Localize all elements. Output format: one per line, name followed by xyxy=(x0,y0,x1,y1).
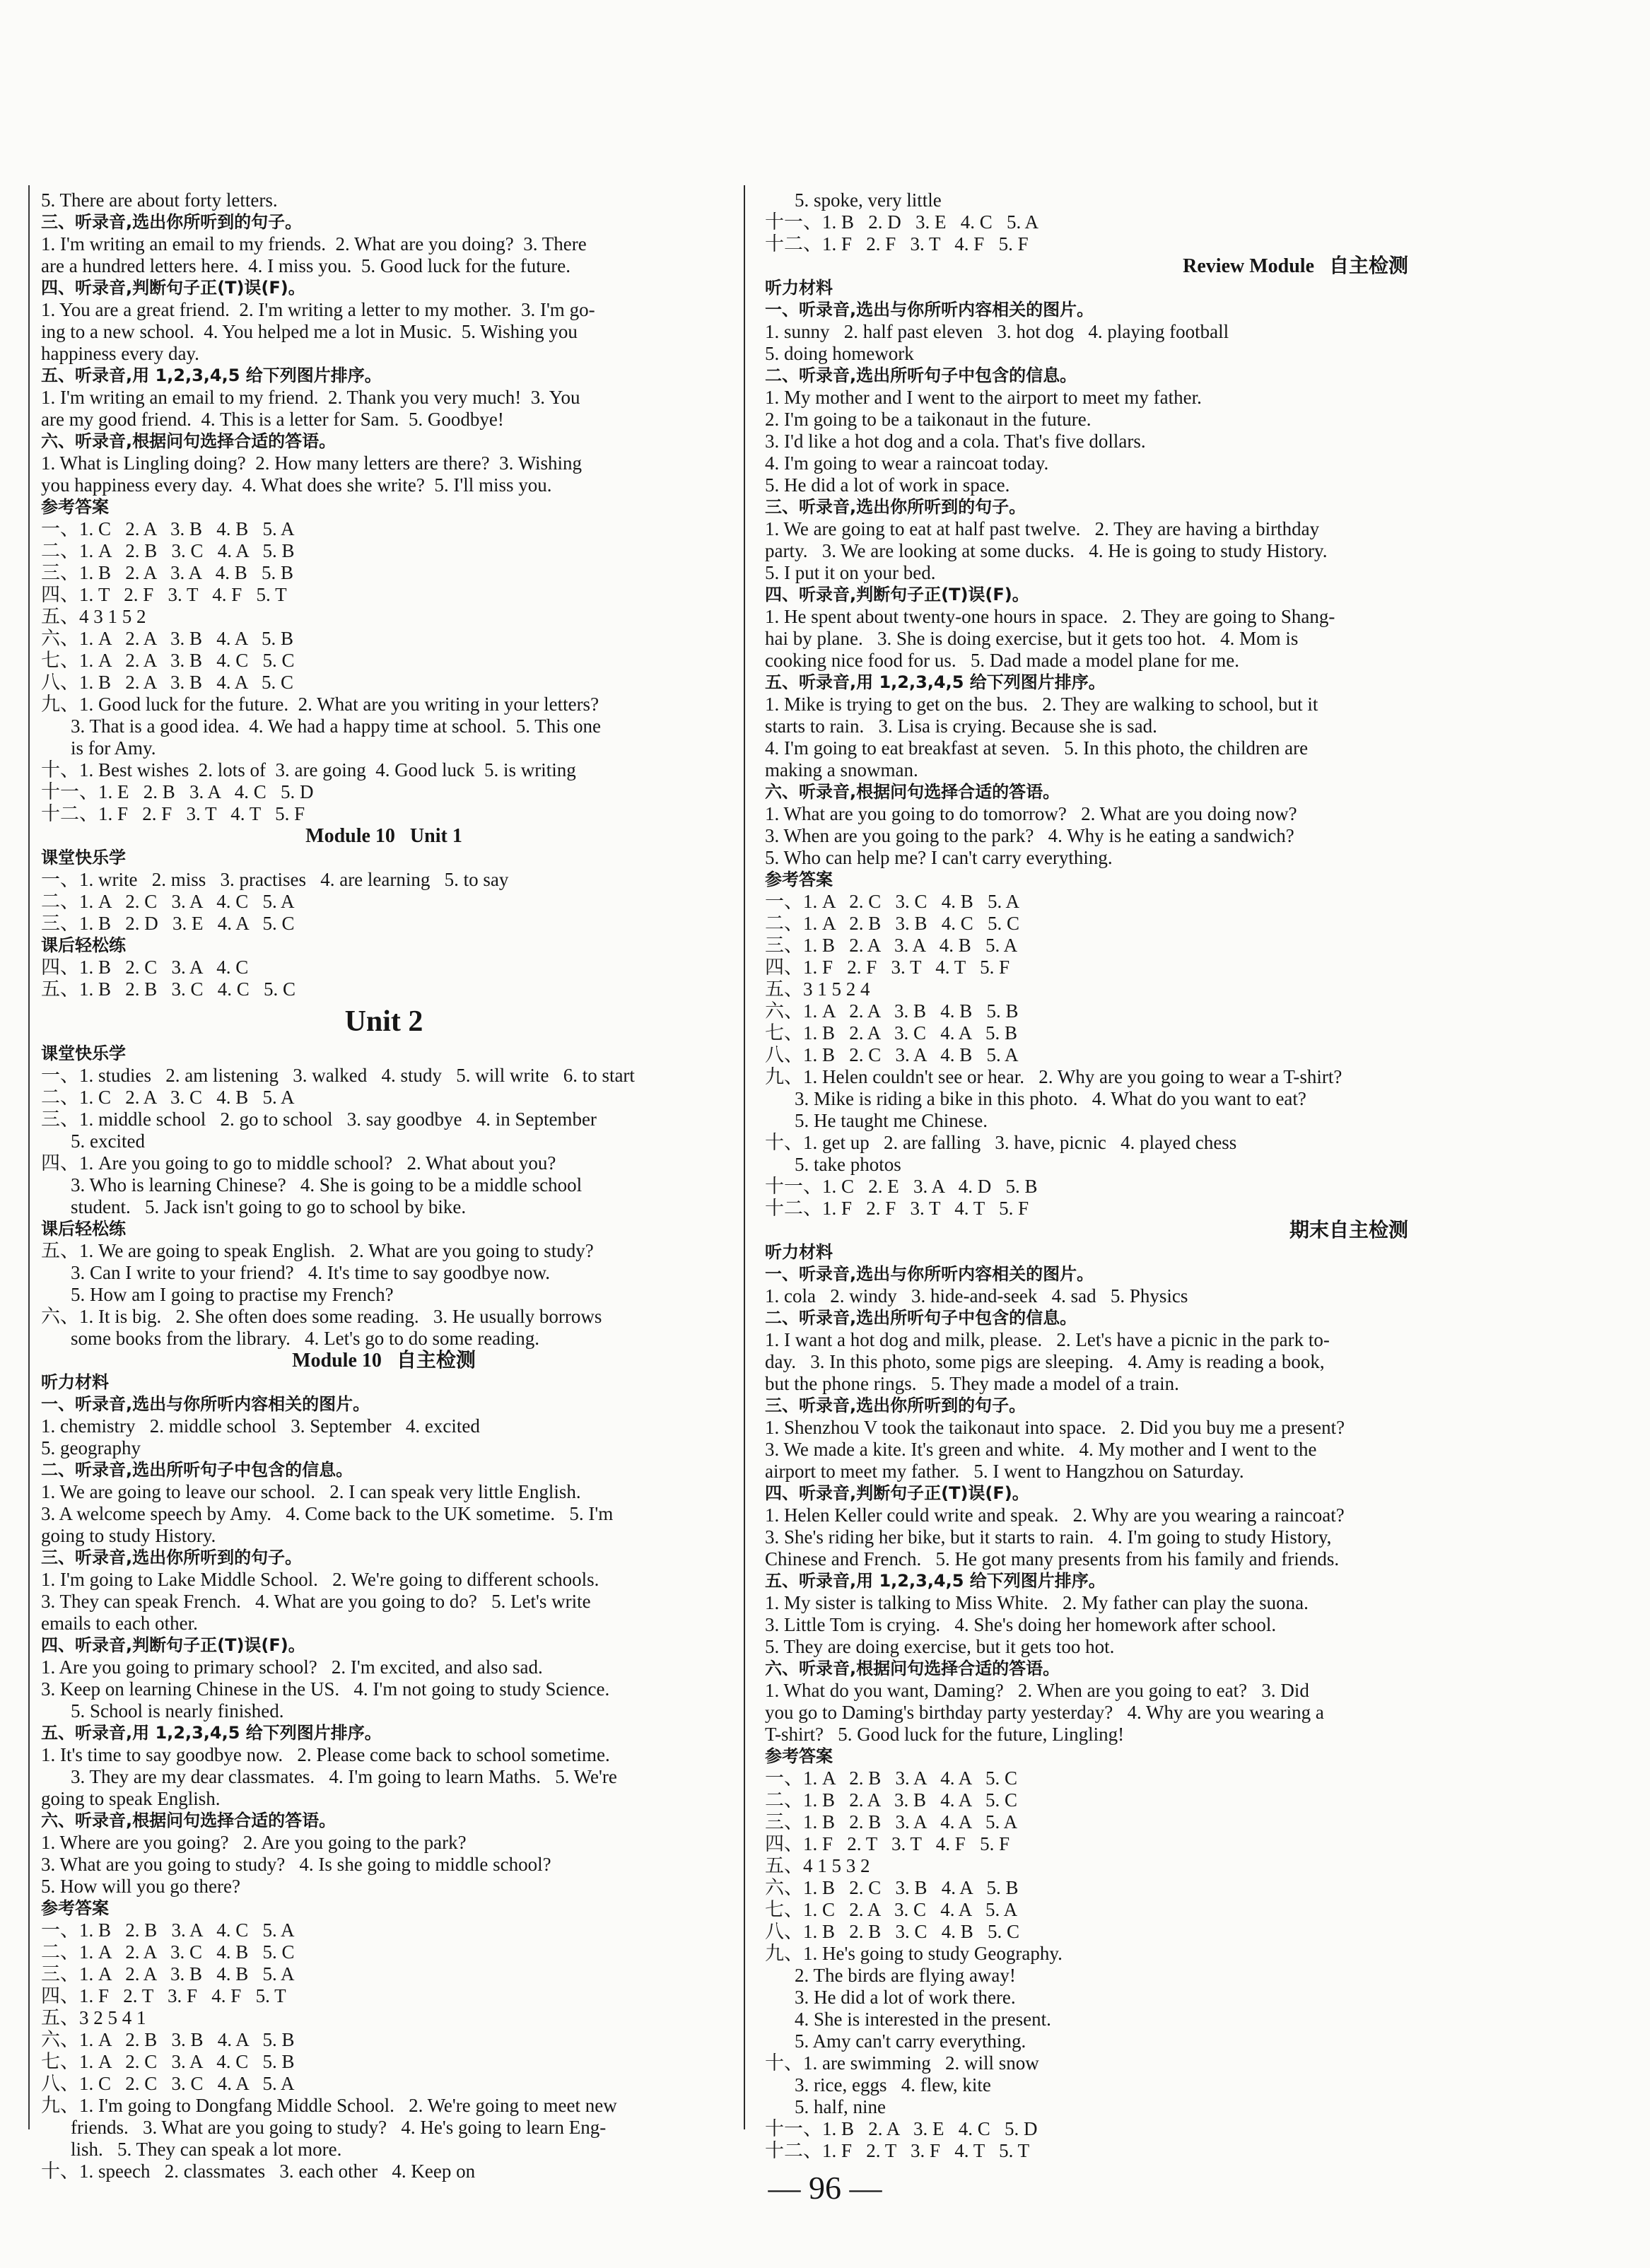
section-heading: 课后轻松练 xyxy=(41,1219,126,1239)
unit-title: Unit 2 xyxy=(344,1005,423,1038)
section-heading: 六、听录音,根据问句选择合适的答语。 xyxy=(765,782,1060,802)
text-line: 十、1. Best wishes 2. lots of 3. are going 4. Good luck 5. is writing xyxy=(41,759,576,781)
section-heading: 六、听录音,根据问句选择合适的答语。 xyxy=(41,1811,337,1830)
text-line: 四、1. Are you going to go to middle school? 2. What about you? xyxy=(41,1152,556,1174)
text-line: 十一、1. E 2. B 3. A 4. C 5. D xyxy=(41,781,314,802)
text-line: 二、1. A 2. C 3. A 4. C 5. A xyxy=(41,891,295,912)
answer-line: 5. He taught me Chinese. xyxy=(795,1110,988,1131)
text-line: 5. Who can help me? I can't carry everything. xyxy=(765,847,1113,868)
text-line: 1. He spent about twenty-one hours in space. 2. They are going to Shang- xyxy=(765,606,1335,627)
text-line: 十、1. speech 2. classmates 3. each other 4. Keep on xyxy=(41,2161,476,2182)
answer-line: 5. half, nine xyxy=(795,2096,886,2117)
text-line: 十二、1. F 2. F 3. T 4. T 5. F xyxy=(765,1198,1029,1219)
text-line: 三、1. middle school 2. go to school 3. say goodbye 4. in September xyxy=(41,1109,597,1130)
text-line: 七、1. A 2. C 3. A 4. C 5. B xyxy=(41,2051,295,2072)
text-line: 1. It's time to say goodbye now. 2. Please come back to school sometime. xyxy=(41,1744,610,1765)
answer-line: 5. excited xyxy=(71,1130,145,1152)
text-line: 九、1. I'm going to Dongfang Middle School. 2. We're going to meet new xyxy=(41,2095,617,2116)
text-line: 一、1. A 2. B 3. A 4. A 5. C xyxy=(765,1767,1018,1789)
text-line: 1. My mother and I went to the airport to meet my father. xyxy=(765,387,1202,408)
page-edge-rule xyxy=(28,185,30,2129)
text-line: 1. cola 2. windy 3. hide-and-seek 4. sad 5. Physics xyxy=(765,1285,1188,1307)
text-line: 五、4 1 5 3 2 xyxy=(765,1855,870,1876)
answer-line: is for Amy. xyxy=(71,737,156,759)
text-line: 1. I'm going to Lake Middle School. 2. We're going to different schools. xyxy=(41,1569,599,1590)
answer-line: 3. That is a good idea. 4. We had a happy time at school. 5. This one xyxy=(71,715,601,737)
answer-line: 4. She is interested in the present. xyxy=(795,2009,1051,2030)
answer-line: 5. Amy can't carry everything. xyxy=(795,2030,1026,2052)
section-heading: 三、听录音,选出你所听到的句子。 xyxy=(765,1396,1026,1415)
text-line: 十一、1. C 2. E 3. A 4. D 5. B xyxy=(765,1176,1038,1197)
section-heading: 四、听录音,判断句子正(T)误(F)。 xyxy=(765,585,1029,604)
text-line: hai by plane. 3. She is doing exercise, but it gets too hot. 4. Mom is xyxy=(765,628,1299,649)
text-line: 3. We made a kite. It's green and white. 4. My mother and I went to the xyxy=(765,1439,1317,1460)
section-heading: 三、听录音,选出你所听到的句子。 xyxy=(765,497,1026,517)
text-line: 二、1. A 2. A 3. C 4. B 5. C xyxy=(41,1941,295,1963)
section-heading: 五、听录音,用 1,2,3,4,5 给下列图片排序。 xyxy=(765,672,1106,692)
answer-line: student. 5. Jack isn't going to go to school by bike. xyxy=(71,1196,467,1217)
text-line: 七、1. C 2. A 3. C 4. A 5. A xyxy=(765,1899,1018,1920)
text-line: 5. doing homework xyxy=(765,343,914,364)
text-line: 3. I'd like a hot dog and a cola. That's five dollars. xyxy=(765,431,1146,452)
text-line: 九、1. Helen couldn't see or hear. 2. Why are you going to wear a T-shirt? xyxy=(765,1066,1342,1087)
text-line: 四、1. T 2. F 3. T 4. F 5. T xyxy=(41,584,287,605)
answer-line: lish. 5. They can speak a lot more. xyxy=(71,2139,342,2160)
answer-line: 3. Who is learning Chinese? 4. She is going to be a middle school xyxy=(71,1174,583,1196)
text-line: happiness every day. xyxy=(41,343,199,364)
text-line: 六、1. A 2. B 3. B 4. A 5. B xyxy=(41,2029,295,2050)
answer-line: 5. spoke, very little xyxy=(795,189,942,211)
section-heading: 二、听录音,选出所听句子中包含的信息。 xyxy=(765,366,1077,385)
section-heading: 课后轻松练 xyxy=(41,935,126,955)
text-line: airport to meet my father. 5. I went to Hangzhou on Saturday. xyxy=(765,1461,1244,1482)
text-line: going to speak English. xyxy=(41,1788,221,1809)
section-heading: 一、听录音,选出与你所听内容相关的图片。 xyxy=(765,1264,1094,1284)
text-line: 2. I'm going to be a taikonaut in the future. xyxy=(765,409,1092,430)
section-heading: 二、听录音,选出所听句子中包含的信息。 xyxy=(765,1308,1077,1328)
text-line: 二、1. A 2. B 3. C 4. A 5. B xyxy=(41,540,295,561)
text-line: 三、1. B 2. B 3. A 4. A 5. A xyxy=(765,1811,1018,1832)
text-line: 五、4 3 1 5 2 xyxy=(41,606,146,627)
text-line: 八、1. C 2. C 3. C 4. A 5. A xyxy=(41,2073,295,2094)
text-line: 四、1. F 2. F 3. T 4. T 5. F xyxy=(765,957,1010,978)
text-line: 六、1. B 2. C 3. B 4. A 5. B xyxy=(765,1877,1019,1898)
text-line: 二、1. B 2. A 3. B 4. A 5. C xyxy=(765,1789,1018,1811)
section-heading: 六、听录音,根据问句选择合适的答语。 xyxy=(765,1659,1060,1678)
answer-line: 5. How am I going to practise my French? xyxy=(71,1284,394,1305)
right-column xyxy=(765,189,1451,2162)
text-line: 1. I'm writing an email to my friends. 2. What are you doing? 3. There xyxy=(41,233,587,255)
text-line: 5. He did a lot of work in space. xyxy=(765,474,1010,496)
text-line: 5. There are about forty letters. xyxy=(41,189,278,211)
section-heading: 五、听录音,用 1,2,3,4,5 给下列图片排序。 xyxy=(41,1723,382,1743)
text-line: 3. Keep on learning Chinese in the US. 4. I'm not going to study Science. xyxy=(41,1678,610,1700)
text-line: 1. We are going to eat at half past twelve. 2. They are having a birthday xyxy=(765,518,1320,539)
text-line: party. 3. We are looking at some ducks. 4. He is going to study History. xyxy=(765,540,1328,561)
text-line: are a hundred letters here. 4. I miss you. 5. Good luck for the future. xyxy=(41,255,571,276)
text-line: 4. I'm going to eat breakfast at seven. 5. In this photo, the children are xyxy=(765,737,1309,759)
text-line: 5. geography xyxy=(41,1437,141,1459)
text-line: 六、1. A 2. A 3. B 4. A 5. B xyxy=(41,628,294,649)
text-line: 四、1. F 2. T 3. T 4. F 5. F xyxy=(765,1833,1010,1854)
text-line: 十、1. are swimming 2. will snow xyxy=(765,2052,1039,2074)
text-line: but the phone rings. 5. They made a model of a train. xyxy=(765,1373,1179,1394)
text-line: 五、1. We are going to speak English. 2. What are you going to study? xyxy=(41,1240,594,1261)
text-line: 三、1. A 2. A 3. B 4. B 5. A xyxy=(41,1963,295,1984)
section-heading: 一、听录音,选出与你所听内容相关的图片。 xyxy=(41,1394,370,1414)
module-title: Module 10 Unit 1 xyxy=(305,825,462,847)
text-line: 1. Where are you going? 2. Are you going to the park? xyxy=(41,1832,467,1853)
answer-line: some books from the library. 4. Let's go to do some reading. xyxy=(71,1328,539,1349)
text-line: 3. She's riding her bike, but it starts to rain. 4. I'm going to study History, xyxy=(765,1526,1332,1548)
section-heading: 四、听录音,判断句子正(T)误(F)。 xyxy=(765,1483,1029,1503)
text-line: 九、1. Good luck for the future. 2. What are you writing in your letters? xyxy=(41,694,599,715)
text-line: 1. I'm writing an email to my friend. 2. Thank you very much! 3. You xyxy=(41,387,580,408)
text-line: 1. What do you want, Daming? 2. When are you going to eat? 3. Did xyxy=(765,1680,1309,1701)
text-line: 4. I'm going to wear a raincoat today. xyxy=(765,452,1049,474)
text-line: 5. How will you go there? xyxy=(41,1876,240,1897)
left-column xyxy=(41,189,727,2182)
text-line: 5. I put it on your bed. xyxy=(765,562,936,583)
text-line: you go to Daming's birthday party yesterday? 4. Why are you wearing a xyxy=(765,1702,1324,1723)
text-line: 一、1. A 2. C 3. C 4. B 5. A xyxy=(765,891,1020,912)
section-heading: 四、听录音,判断句子正(T)误(F)。 xyxy=(41,1635,305,1655)
module-title: Module 10 自主检测 xyxy=(292,1350,476,1372)
answer-line: 3. He did a lot of work there. xyxy=(795,1987,1016,2008)
answer-line: 3. Mike is riding a bike in this photo. 4. What do you want to eat? xyxy=(795,1088,1306,1109)
text-line: cooking nice food for us. 5. Dad made a model plane for me. xyxy=(765,650,1240,671)
text-line: 1. Shenzhou V took the taikonaut into space. 2. Did you buy me a present? xyxy=(765,1417,1345,1438)
text-line: 十一、1. B 2. D 3. E 4. C 5. A xyxy=(765,211,1039,233)
text-line: 1. chemistry 2. middle school 3. September 4. excited xyxy=(41,1415,480,1437)
section-heading: 三、听录音,选出你所听到的句子。 xyxy=(41,1548,303,1567)
text-line: 六、1. It is big. 2. She often does some reading. 3. He usually borrows xyxy=(41,1306,602,1327)
answer-line: 3. They are my dear classmates. 4. I'm going to learn Maths. 5. We're xyxy=(71,1766,617,1787)
answer-line: 5. School is nearly finished. xyxy=(71,1700,284,1722)
section-heading: 参考答案 xyxy=(765,1746,833,1766)
text-line: 1. Are you going to primary school? 2. I'm excited, and also sad. xyxy=(41,1656,543,1678)
text-line: 1. I want a hot dog and milk, please. 2. Let's have a picnic in the park to- xyxy=(765,1329,1330,1350)
text-line: 一、1. C 2. A 3. B 4. B 5. A xyxy=(41,518,295,539)
text-line: 九、1. He's going to study Geography. xyxy=(765,1943,1063,1964)
text-line: emails to each other. xyxy=(41,1613,198,1634)
text-line: 五、1. B 2. B 3. C 4. C 5. C xyxy=(41,978,296,1000)
text-line: 八、1. B 2. B 3. C 4. B 5. C xyxy=(765,1921,1020,1942)
text-line: 五、3 1 5 2 4 xyxy=(765,978,870,1000)
section-heading: 四、听录音,判断句子正(T)误(F)。 xyxy=(41,278,305,298)
text-line: 3. A welcome speech by Amy. 4. Come back to the UK sometime. 5. I'm xyxy=(41,1503,614,1524)
answer-line: 5. take photos xyxy=(795,1154,901,1175)
text-line: 六、1. A 2. A 3. B 4. B 5. B xyxy=(765,1000,1019,1022)
text-line: T-shirt? 5. Good luck for the future, Lingling! xyxy=(765,1724,1125,1745)
text-line: 1. Helen Keller could write and speak. 2. Why are you wearing a raincoat? xyxy=(765,1504,1345,1526)
section-heading: 五、听录音,用 1,2,3,4,5 给下列图片排序。 xyxy=(41,366,382,385)
text-line: 一、1. write 2. miss 3. practises 4. are learning 5. to say xyxy=(41,869,509,890)
text-line: 十一、1. B 2. A 3. E 4. C 5. D xyxy=(765,2118,1038,2139)
answer-line: friends. 3. What are you going to study? 4. He's going to learn Eng- xyxy=(71,2117,607,2138)
text-line: ing to a new school. 4. You helped me a lot in Music. 5. Wishing you xyxy=(41,321,578,342)
text-line: 一、1. studies 2. am listening 3. walked 4. study 5. will write 6. to start xyxy=(41,1065,635,1086)
text-line: 一、1. B 2. B 3. A 4. C 5. A xyxy=(41,1919,295,1941)
text-line: making a snowman. xyxy=(765,759,918,781)
text-line: 十二、1. F 2. F 3. T 4. F 5. F xyxy=(765,233,1029,255)
text-line: 十二、1. F 2. T 3. F 4. T 5. T xyxy=(765,2140,1030,2161)
text-line: 四、1. F 2. T 3. F 4. F 5. T xyxy=(41,1985,286,2006)
text-line: 3. What are you going to study? 4. Is she going to middle school? xyxy=(41,1854,551,1875)
section-heading: 三、听录音,选出你所听到的句子。 xyxy=(41,212,303,232)
section-heading: 一、听录音,选出与你所听内容相关的图片。 xyxy=(765,300,1094,320)
text-line: 二、1. C 2. A 3. C 4. B 5. A xyxy=(41,1087,295,1108)
column-divider xyxy=(744,185,745,2129)
section-heading: 课堂快乐学 xyxy=(41,1044,126,1063)
text-line: 二、1. A 2. B 3. B 4. C 5. C xyxy=(765,913,1020,934)
text-line: 三、1. B 2. A 3. A 4. B 5. B xyxy=(41,562,294,583)
text-line: day. 3. In this photo, some pigs are sleeping. 4. Amy is reading a book, xyxy=(765,1351,1325,1372)
text-line: 3. Little Tom is crying. 4. She's doing her homework after school. xyxy=(765,1614,1277,1635)
text-line: 1. You are a great friend. 2. I'm writing a letter to my mother. 3. I'm go- xyxy=(41,299,595,320)
text-line: 七、1. B 2. A 3. C 4. A 5. B xyxy=(765,1022,1018,1044)
module-title: Review Module 自主检测 xyxy=(1183,255,1408,277)
text-line: 八、1. B 2. A 3. B 4. A 5. C xyxy=(41,672,294,693)
answer-line: 3. rice, eggs 4. flew, kite xyxy=(795,2074,991,2095)
section-heading: 二、听录音,选出所听句子中包含的信息。 xyxy=(41,1460,353,1480)
text-line: starts to rain. 3. Lisa is crying. Because she is sad. xyxy=(765,715,1157,737)
section-heading: 参考答案 xyxy=(765,870,833,889)
text-line: 1. What is Lingling doing? 2. How many letters are there? 3. Wishing xyxy=(41,452,583,474)
section-heading: 听力材料 xyxy=(765,278,833,298)
answer-line: 3. Can I write to your friend? 4. It's time to say goodbye now. xyxy=(71,1262,550,1283)
text-line: 三、1. B 2. D 3. E 4. A 5. C xyxy=(41,913,295,934)
text-line: 1. Mike is trying to get on the bus. 2. They are walking to school, but it xyxy=(765,694,1318,715)
text-line: 3. They can speak French. 4. What are you going to do? 5. Let's write xyxy=(41,1591,591,1612)
answer-line: 2. The birds are flying away! xyxy=(795,1965,1016,1986)
text-line: 四、1. B 2. C 3. A 4. C xyxy=(41,957,249,978)
text-line: 三、1. B 2. A 3. A 4. B 5. A xyxy=(765,935,1018,956)
text-line: 七、1. A 2. A 3. B 4. C 5. C xyxy=(41,650,295,671)
section-heading: 听力材料 xyxy=(41,1372,109,1392)
section-heading: 六、听录音,根据问句选择合适的答语。 xyxy=(41,431,337,451)
text-line: 1. What are you going to do tomorrow? 2. What are you doing now? xyxy=(765,803,1297,824)
section-heading: 五、听录音,用 1,2,3,4,5 给下列图片排序。 xyxy=(765,1571,1106,1591)
text-line: 3. When are you going to the park? 4. Why is he eating a sandwich? xyxy=(765,825,1294,846)
text-line: Chinese and French. 5. He got many presents from his family and friends. xyxy=(765,1548,1340,1570)
module-title: 期末自主检测 xyxy=(1289,1220,1408,1241)
text-line: 1. My sister is talking to Miss White. 2. My father can play the suona. xyxy=(765,1592,1309,1613)
text-line: 五、3 2 5 4 1 xyxy=(41,2007,146,2028)
text-line: 1. sunny 2. half past eleven 3. hot dog 4. playing football xyxy=(765,321,1229,342)
text-line: 1. We are going to leave our school. 2. I can speak very little English. xyxy=(41,1481,581,1502)
text-line: are my good friend. 4. This is a letter for Sam. 5. Goodbye! xyxy=(41,409,504,430)
text-line: 5. They are doing exercise, but it gets too hot. xyxy=(765,1636,1115,1657)
text-line: 十二、1. F 2. F 3. T 4. T 5. F xyxy=(41,803,305,824)
page-number: — 96 — xyxy=(768,2170,882,2206)
text-line: 十、1. get up 2. are falling 3. have, picnic 4. played chess xyxy=(765,1132,1237,1153)
section-heading: 参考答案 xyxy=(41,1898,109,1918)
text-line: 八、1. B 2. C 3. A 4. B 5. A xyxy=(765,1044,1019,1065)
section-heading: 课堂快乐学 xyxy=(41,848,126,867)
text-line: you happiness every day. 4. What does she write? 5. I'll miss you. xyxy=(41,474,552,496)
text-line: going to study History. xyxy=(41,1525,216,1546)
section-heading: 听力材料 xyxy=(765,1242,833,1262)
section-heading: 参考答案 xyxy=(41,497,109,517)
